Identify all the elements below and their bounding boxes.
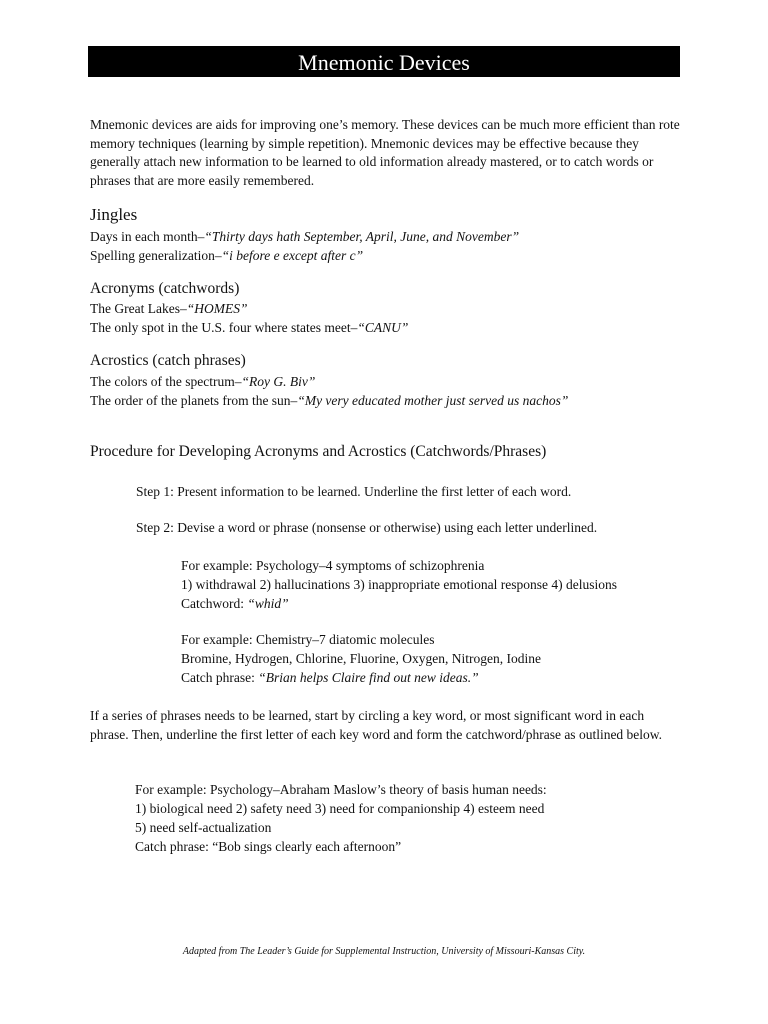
example-1-items: 1) withdrawal 2) hallucinations 3) inappropriate emotional response 4) delusions <box>181 577 618 592</box>
jingle-label: Spelling generalization– <box>90 248 222 263</box>
example-3-catch-phrase: Catch phrase: “Bob sings clearly each afternoon” <box>135 839 402 854</box>
jingle-example: “i before e except after c” <box>221 248 364 263</box>
attribution-footer: Adapted from The Leader’s Guide for Supplemental Instruction, University of Missouri-Kansas City. <box>182 946 586 957</box>
acronym-label: The Great Lakes– <box>90 301 187 316</box>
example-2-items: Bromine, Hydrogen, Chlorine, Fluorine, Oxygen, Nitrogen, Iodine <box>181 651 541 666</box>
catch-phrase-value: “Brian helps Claire find out new ideas.” <box>258 670 479 685</box>
intro-paragraph: Mnemonic devices are aids for improving one’s memory. These devices can be much more efficient than rote memory techniques (learning by simple repetition). Mnemonic devices may be effective because they generally attach new information to be learned to old information already mastered, or to catch words or phrases that are more easily remembered. <box>90 117 680 188</box>
jingles-heading: Jingles <box>90 205 138 224</box>
acronym-example: “CANU” <box>357 320 409 335</box>
step-2: Step 2: Devise a word or phrase (nonsense or otherwise) using each letter underlined. <box>136 520 598 535</box>
example-2-catch-phrase <box>181 669 479 688</box>
catch-phrase-label: Catch phrase: <box>181 670 259 685</box>
acronym-item <box>90 301 247 317</box>
acrostics-heading: Acrostics (catch phrases) <box>90 352 246 369</box>
series-paragraph: If a series of phrases needs to be learned, start by circling a key word, or most significant word in each phrase. Then, underline the first letter of each key word and form the catchword/phrase as outlined below. <box>90 708 663 742</box>
acrostic-item <box>90 374 315 390</box>
acrostic-item <box>90 393 568 409</box>
acronym-item <box>90 320 408 336</box>
example-1-catchword <box>181 595 289 614</box>
example-3-line-1: 1) biological need 2) safety need 3) need for companionship 4) esteem need <box>135 801 545 816</box>
acronym-label: The only spot in the U.S. four where states meet– <box>90 320 358 335</box>
jingle-example: “Thirty days hath September, April, June, and November” <box>204 229 520 244</box>
acrostic-label: The order of the planets from the sun– <box>90 393 298 408</box>
procedure-heading: Procedure for Developing Acronyms and Acrostics (Catchwords/Phrases) <box>90 443 547 460</box>
jingle-item <box>90 229 519 245</box>
step-1: Step 1: Present information to be learned. Underline the first letter of each word. <box>136 484 572 499</box>
example-2-intro: For example: Chemistry–7 diatomic molecules <box>181 632 435 647</box>
catchword-label: Catchword: <box>181 596 248 611</box>
jingle-label: Days in each month– <box>90 229 205 244</box>
example-1-intro: For example: Psychology–4 symptoms of schizophrenia <box>181 558 485 573</box>
acrostic-example: “My very educated mother just served us nachos” <box>297 393 569 408</box>
acrostic-label: The colors of the spectrum– <box>90 374 242 389</box>
page-title: Mnemonic Devices <box>88 46 680 77</box>
jingle-item <box>90 248 363 264</box>
acronym-example: “HOMES” <box>186 301 248 316</box>
acrostic-example: “Roy G. Biv” <box>241 374 316 389</box>
example-3-intro: For example: Psychology–Abraham Maslow’s theory of basis human needs: <box>135 782 547 797</box>
example-3-line-2: 5) need self-actualization <box>135 820 272 835</box>
acronyms-heading: Acronyms (catchwords) <box>90 280 240 297</box>
catchword-value: “whid” <box>247 596 289 611</box>
